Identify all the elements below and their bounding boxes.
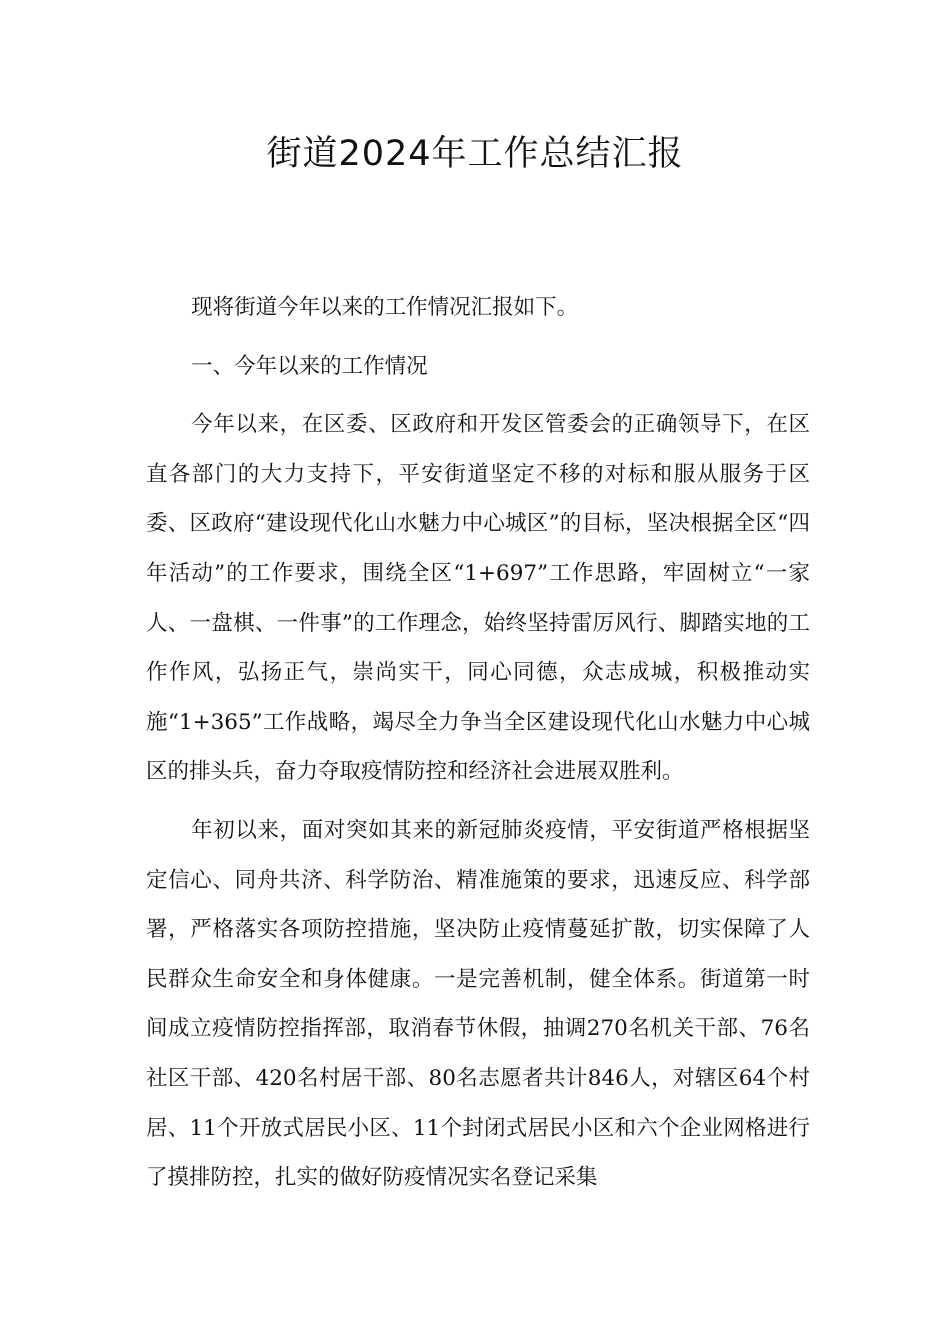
body-paragraph: 今年以来，在区委、区政府和开发区管委会的正确领导下，在区直各部门的大力支持下，平安街道坚定不移的对标和服从服务于区委、区政府“建设现代化山水魅力中心城区”的目标，坚决根据全区“四年活动”的工作要求，围绕全区“1+697”工作思路，牢固树立“一家人、一盘棋、一件事”的工作理念，始终坚持雷厉风行、脚踏实地的工作作风，弘扬正气，崇尚实干，同心同德，众志成城，积极推动实施“1+365”工作战略，竭尽全力争当全区建设现代化山水魅力中心城区的排头兵，奋力夺取疫情防控和经济社会进展双胜利。 xyxy=(146,412,810,785)
section-heading: 一、今年以来的工作情况 xyxy=(191,353,428,379)
document-body xyxy=(146,283,810,1203)
body-paragraph: 年初以来，面对突如其来的新冠肺炎疫情，平安街道严格根据坚定信心、同舟共济、科学防治、精准施策的要求，迅速反应、科学部署，严格落实各项防控措施，坚决防止疫情蔓延扩散，切实保障了人民群众生命安全和身体健康。一是完善机制，健全体系。街道第一时间成立疫情防控指挥部，取消春节休假，抽调270名机关干部、76名社区干部、420名村居干部、80名志愿者共计846人，对辖区64个村居、11个开放式居民小区、11个封闭式居民小区和六个企业网格进行了摸排防控，扎实的做好防疫情况实名登记采集 xyxy=(146,817,810,1191)
document-title: 街道2024年工作总结汇报 xyxy=(266,134,684,174)
intro-paragraph: 现将街道今年以来的工作情况汇报如下。 xyxy=(191,295,579,320)
